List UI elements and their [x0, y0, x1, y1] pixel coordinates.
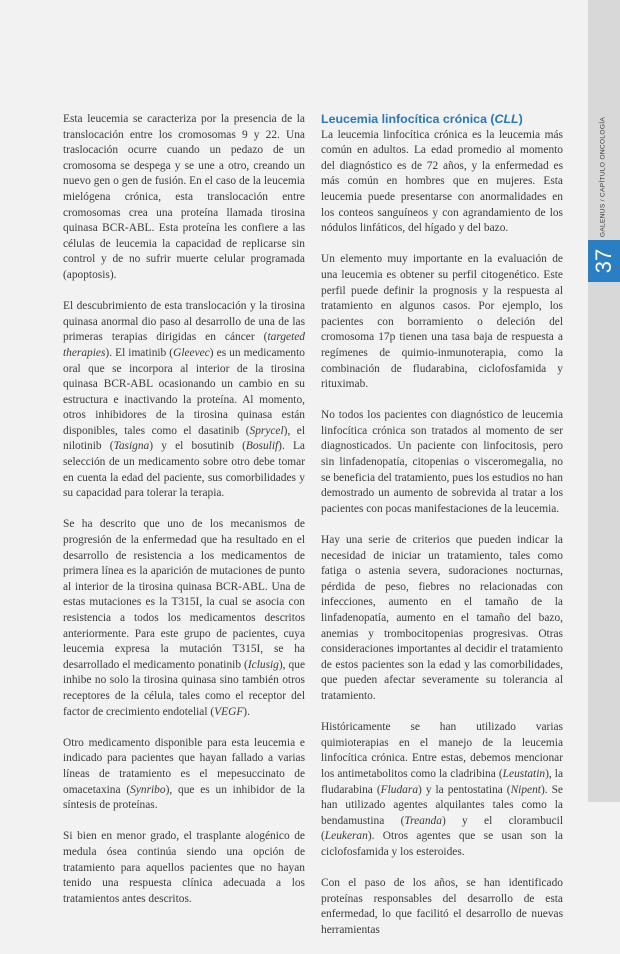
drug-brand-name: Fludara	[380, 783, 419, 796]
drug-brand-name: Leustatin	[502, 767, 546, 780]
section-heading-abbr: CLL	[494, 112, 519, 126]
paragraph-text: Otro medicamento disponible para esta leucemia e indicado para pacientes que hayan fallado a varias líneas de tratamiento es el mepesuccinato de omacetaxina (	[63, 736, 305, 796]
paragraph-text: Un elemento muy importante en la evaluación de una leucemia es obtener su perfil citogenético. Este perfil puede definir la prognosis y la respuesta al tratamiento en algunos casos. Por ejemplo, los pacientes con borramiento o deleción del cromosoma 17p tienen una tasa baja de respuesta a regímenes de quimio-inmunoterapia, como la combinación de fludarabina, ciclofosfamida y rituximab.	[321, 253, 563, 391]
section-heading-text: Leucemia linfocítica crónica (	[321, 112, 495, 126]
paragraph	[321, 252, 563, 392]
drug-brand-name: Tasigna	[113, 440, 150, 453]
paragraph	[321, 533, 563, 705]
paragraph	[321, 408, 563, 517]
paragraph	[63, 829, 305, 907]
paragraph-text: No todos los pacientes con diagnóstico de leucemia linfocítica crónica son tratados al momento de ser diagnosticados. Un paciente con linfocitosis, pero sin linfadenopatía, citopenias o visceromegalia, no se beneficia del tratamiento, pues los estudios no han demostrado un aumento de sobrevida al tratar a los pacientes con pocas manifestaciones de la leucemia.	[321, 409, 563, 515]
paragraph-text: ). Otros agentes que se usan son la ciclofosfamida y los esteroides.	[321, 830, 563, 858]
paragraph-text: ).	[243, 705, 250, 718]
paragraph-text: Con el paso de los años, se han identificado proteínas responsables del desarrollo de esta enfermedad, lo que facilitó el desarrollo de nuevas herramientas	[321, 877, 563, 936]
drug-brand-name: Bosulif	[245, 440, 279, 453]
drug-brand-name: Iclusig	[247, 658, 279, 671]
paragraph	[63, 112, 305, 284]
drug-brand-name: targeted therapies	[63, 331, 305, 359]
drug-brand-name: Nipent	[510, 783, 541, 796]
paragraph	[63, 736, 305, 814]
paragraph-text: ), que inhibe no solo la tirosina quinasa sino también otros receptores de la célula, tales como el receptor del factor de crecimiento endotelial (	[63, 658, 306, 718]
paragraph	[63, 299, 305, 502]
paragraph-text: ). El imatinib (	[105, 346, 174, 359]
paragraph	[321, 876, 563, 938]
paragraph-text: Hay una serie de criterios que pueden indicar la necesidad de iniciar un tratamiento, tales como fatiga o astenia severa, sudoraciones nocturnas, pérdida de peso, fiebres no relacionadas con infecciones, aumento en el tamaño de la linfadenopatía, aumento en el tamaño del bazo, anemias y trombocitopenias progresivas. Otras consideraciones importantes al decidir el tratamiento de estos pacientes son la edad y las comorbilidades, que pueden afectar severamente su tolerancia al tratamiento.	[321, 534, 563, 702]
chapter-label	[592, 118, 614, 236]
paragraph-text: ), el nilotinib (	[63, 424, 306, 453]
section-heading-close: )	[518, 112, 523, 126]
paragraph-text: ). La selección de un medicamento sobre otro debe tomar en cuenta la edad del paciente, sus comorbilidades y su capacidad para tolerar la terapia.	[63, 440, 305, 500]
left-column	[63, 112, 305, 923]
paragraph	[321, 720, 563, 860]
paragraph-text: ) y el clorambucil (	[321, 814, 563, 843]
page-number-tab	[588, 240, 620, 282]
right-column	[321, 112, 563, 954]
chapter-label-text: GALENUS / CAPÍTULO ONCOLOGÍA	[599, 116, 607, 238]
drug-brand-name: Gleevec	[173, 346, 210, 359]
paragraph-text: Si bien en menor grado, el trasplante alogénico de medula ósea continúa siendo una opción de tratamiento para aquellos pacientes que no hayan tenido una respuesta clínica adecuada a los tratamientos antes descritos.	[63, 830, 305, 905]
paragraph-text: Históricamente se han utilizado varias quimioterapias en el manejo de la leucemia linfocítica crónica. Entre estas, debemos mencionar los antimetabolitos como la cladribina (	[321, 721, 563, 780]
drug-brand-name: Sprycel	[249, 424, 284, 437]
paragraph-text: Se ha descrito que uno de los mecanismos de progresión de la enfermedad que ha resultado en el desarrollo de resistencia a los medicamentos de primera línea es la aparición de mutaciones de punto al interior de la tirosina quinasa BCR-ABL. Una de estas mutaciones es la T315I, la cual se asocia con resistencia a todos los medicamentos descritos anteriormente. Para este grupo de pacientes, cuya leucemia expresa la mutación T315I, se ha desarrollado el medicamento ponatinib (	[63, 518, 305, 671]
paragraph-text: ) es un medicamento oral que se incorpora al interior de la tirosina quinasa BCR-ABL ocasionando un cambio en su estructura e inactivando la proteína. Al momento, otros inhibidores de la tirosina quinasa están disponibles, tales como el dasatinib (	[63, 346, 305, 437]
paragraph-text: La leucemia linfocítica crónica es la leucemia más común en adultos. La edad promedio al momento del diagnóstico es de 72 años, y la enfermedad es más común en hombres que en mujeres. Esta leucemia puede presentarse con anormalidades en los conteos sanguíneos y con agrandamiento de los nódulos linfáticos, del hígado y del bazo.	[321, 128, 563, 235]
section-heading	[321, 112, 563, 128]
drug-brand-name: Synribo	[130, 783, 166, 796]
page-number: 37	[590, 248, 616, 274]
paragraph	[63, 517, 305, 720]
paragraph-text: ) y la pentostatina (	[418, 783, 511, 796]
paragraph-text: ) y el bosutinib (	[149, 440, 246, 453]
paragraph-text: ). Se han utilizado agentes alquilantes tales como la bendamustina (	[321, 783, 563, 827]
drug-brand-name: VEGF	[214, 705, 244, 718]
drug-brand-name: Treanda	[404, 814, 442, 827]
paragraph-text: El descubrimiento de esta translocación y la tirosina quinasa anormal dio paso al desarrollo de una de las primeras terapias dirigidas en cáncer (	[63, 300, 305, 344]
paragraph-text: ), la fludarabina (	[321, 767, 563, 796]
paragraph	[321, 128, 563, 237]
paragraph-text: ), que es un inhibidor de la síntesis de proteínas.	[63, 783, 305, 812]
paragraph-text: Esta leucemia se caracteriza por la presencia de la translocación entre los cromosomas 9 y 22. Una traslocación ocurre cuando un pedazo de un cromosoma se despega y se une a otro, creando un nuevo gen o gen de fusión. En el caso de la leucemia mielógena crónica, esta translocación entre cromosomas crea una proteína llamada tirosina quinasa BCR-ABL. Esta proteína les confiere a las células de leucemia la capacidad de replicarse sin control y de no sufrir muerte celular programada (apoptosis).	[63, 113, 305, 281]
drug-brand-name: Leukeran	[324, 830, 368, 843]
